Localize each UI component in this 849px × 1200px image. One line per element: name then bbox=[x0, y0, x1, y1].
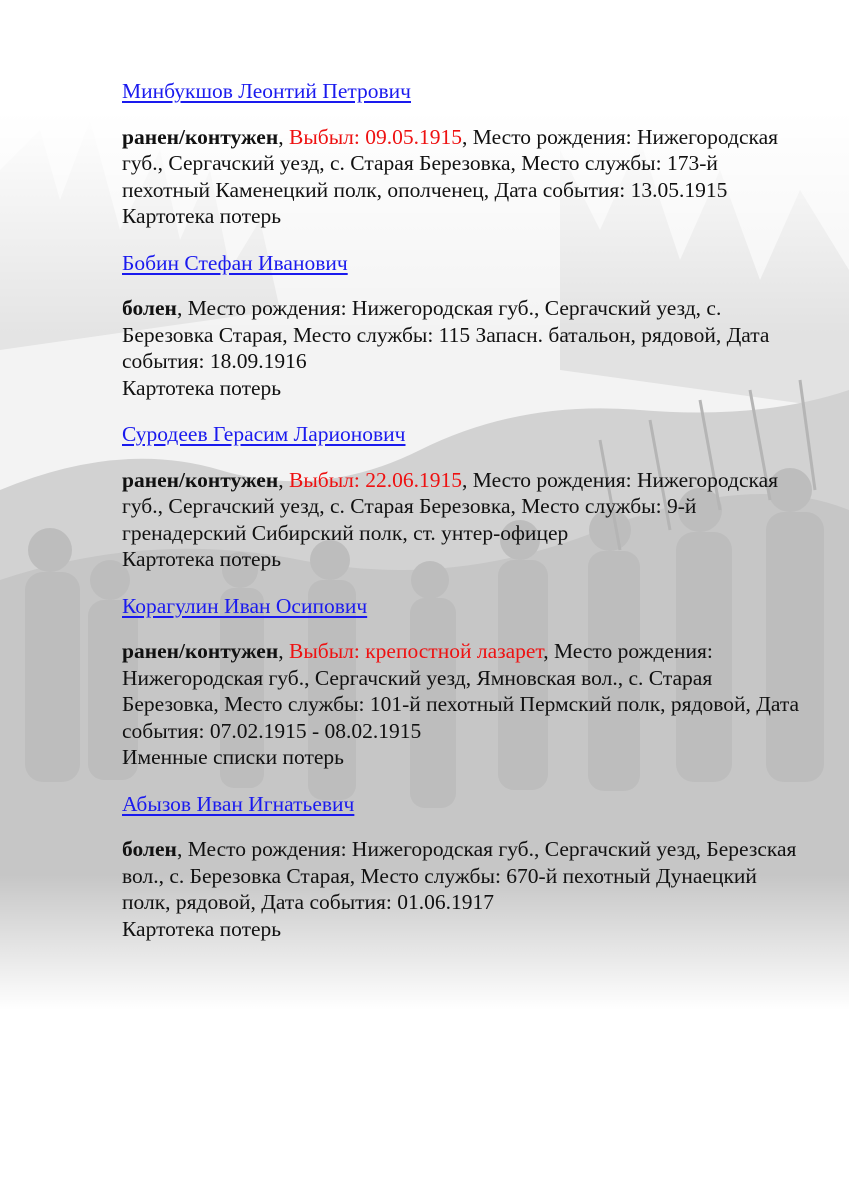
separator: , bbox=[278, 639, 289, 663]
source-text: Картотека потерь bbox=[122, 204, 282, 228]
casualty-list bbox=[122, 78, 802, 942]
dropped-text: Выбыл: 22.06.1915 bbox=[288, 467, 462, 492]
entry-1 bbox=[122, 78, 802, 230]
dropped-text: Выбыл: 09.05.1915 bbox=[288, 124, 462, 149]
details-text: , Место рождения: Нижегородская губ., Сергачский уезд, с. Березовка Старая, Место службы: 115 Запасн. батальон, рядовой, Дата события: 18.09.1916 bbox=[122, 296, 770, 373]
details-text: , Место рождения: Нижегородская губ., Сергачский уезд, Березская вол., с. Березовка Старая, Место службы: 670-й пехотный Дунаецкий полк, рядовой, Дата события: 01.06.1917 bbox=[122, 837, 797, 914]
status-text: ранен/контужен bbox=[122, 467, 279, 492]
entry-3 bbox=[122, 421, 802, 573]
dropped-text: Выбыл: крепостной лазарет bbox=[288, 639, 544, 663]
separator: , bbox=[278, 124, 289, 149]
source-text: Картотека потерь bbox=[122, 547, 282, 571]
person-name-link[interactable]: Суродеев Герасим Ларионович bbox=[122, 422, 406, 446]
entry-2 bbox=[122, 250, 802, 402]
status-text: ранен/контужен bbox=[122, 639, 279, 663]
separator: , bbox=[278, 467, 289, 492]
entry-details bbox=[122, 638, 802, 744]
person-name-link[interactable]: Минбукшов Леонтий Петрович bbox=[122, 79, 411, 103]
entry-5 bbox=[122, 791, 802, 943]
source-text: Картотека потерь bbox=[122, 916, 282, 941]
entry-details bbox=[122, 467, 802, 547]
details-text: , Место рождения: Нижегородская губ., Сергачский уезд, с. Старая Березовка, Место службы: 173-й пехотный Каменецкий полк, ополченец, Дата события: 13.05.1915 bbox=[122, 124, 779, 202]
source-text: Именные списки потерь bbox=[122, 745, 344, 769]
entry-details bbox=[122, 295, 802, 375]
details-text: , Место рождения: Нижегородская губ., Сергачский уезд, с. Старая Березовка, Место службы: 9-й гренадерский Сибирский полк, ст. унтер-офицер bbox=[122, 467, 779, 545]
person-name-link[interactable]: Корагулин Иван Осипович bbox=[122, 593, 368, 618]
entry-details bbox=[122, 836, 802, 916]
entry-4 bbox=[122, 593, 802, 771]
status-text: ранен/контужен bbox=[122, 124, 279, 149]
details-text: , Место рождения: Нижегородская губ., Сергачский уезд, Ямновская вол., с. Старая Березовка, Место службы: 101-й пехотный Пермский полк, рядовой, Дата события: 07.02.1915 - 08.02.1915 bbox=[122, 639, 800, 743]
status-text: болен bbox=[122, 837, 177, 861]
person-name-link[interactable]: Бобин Стефан Иванович bbox=[122, 250, 348, 275]
person-name-link[interactable]: Абызов Иван Игнатьевич bbox=[122, 791, 355, 816]
status-text: болен bbox=[122, 296, 177, 320]
entry-details bbox=[122, 124, 802, 204]
source-text: Картотека потерь bbox=[122, 375, 282, 400]
